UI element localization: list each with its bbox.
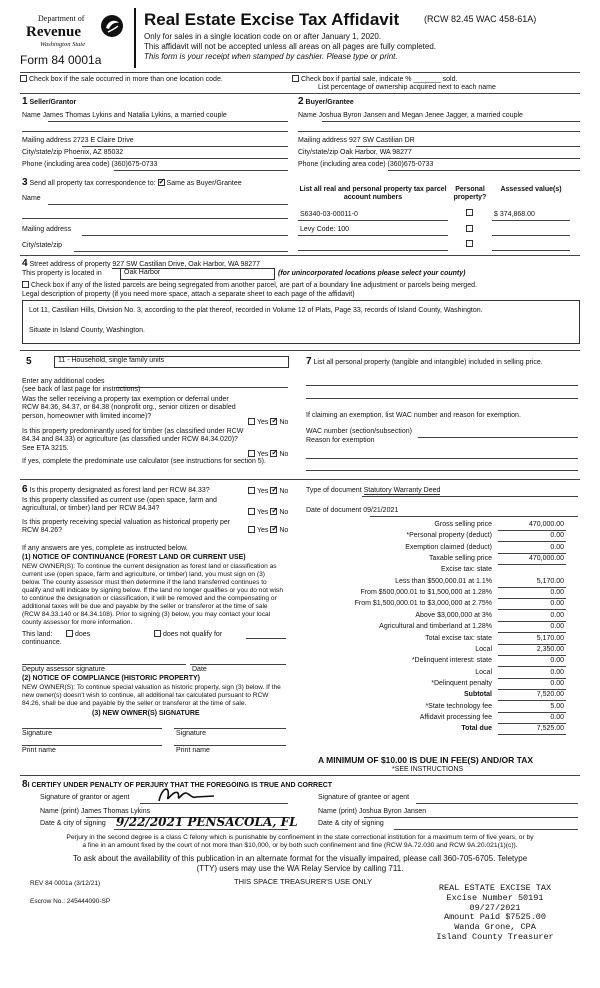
tax-row-underline <box>498 564 566 565</box>
tax-row-label: Above $3,000,000 at 3% <box>415 611 492 619</box>
tax-row-label: Agricultural and timberland at 1.28% <box>379 623 492 631</box>
multi-location-check[interactable] <box>20 75 223 84</box>
q2-yes[interactable] <box>248 450 255 457</box>
unincorporated-note: (for unincorporated locations please select your county) <box>278 270 466 277</box>
grantor-name-row: Name (print) James Thomas Lykins <box>40 808 151 815</box>
new-owner-print-label: Print name <box>22 747 56 754</box>
sec6-q3: Is this property receiving special valuation as historical property per RCW 84.26? <box>22 519 231 535</box>
grantor-name[interactable]: James Thomas Lykins <box>80 808 151 815</box>
seller-heading: 1 Seller/Grantor <box>22 96 77 107</box>
tax-row-label: *State technology fee <box>425 702 492 710</box>
seller-phone[interactable]: (360)675-0733 <box>111 161 158 168</box>
form-title: Real Estate Excise Tax Affidavit <box>144 10 400 29</box>
tax-row-underline <box>498 655 566 656</box>
grantee-name-row: Name (print) Joshua Byron Jansen <box>318 808 427 815</box>
sec6-q2: Is this property classified as current use (open space, farm and agricultural, or timber) land per RCW 84.34? <box>22 497 217 513</box>
sec5-q2-answers: Yes ✓ No <box>248 450 288 459</box>
tax-row-underline <box>498 734 566 735</box>
perjury-text: a fine in an amount fixed by the court of not more than $10,000, or by both such confinement and fine (RCW 9A.72.030 and RCW 9A.20.021(1)(c)). <box>82 842 518 850</box>
tax-row-underline <box>498 700 566 701</box>
buyer-name[interactable]: Joshua Byron Jansen and Megan Jenee Jagger, a married couple <box>318 112 523 119</box>
grantee-name[interactable]: Joshua Byron Jansen <box>358 808 427 815</box>
tax-row-value[interactable]: 470,000.00 <box>528 555 564 563</box>
tax-row-underline <box>498 666 566 667</box>
tax-row-value[interactable]: 0.00 <box>550 679 564 687</box>
sec6-q1-answers: Yes ✓ No <box>248 487 288 496</box>
alt-format-text: (TTY) users may use the WA Relay Service by calling 711. <box>196 863 404 873</box>
tax-row-label: Total excise tax: state <box>425 634 492 642</box>
does-not-option[interactable]: does not qualify for <box>154 630 222 639</box>
tax-row-value[interactable]: 0.00 <box>550 623 564 631</box>
notice2-title: (2) NOTICE OF COMPLIANCE (HISTORIC PROPERTY) <box>22 675 200 682</box>
tax-row-label: Less than $500,000.01 at 1.1% <box>395 577 492 585</box>
tax-row-value[interactable]: 470,000.00 <box>528 521 564 528</box>
partial-sale-check[interactable] <box>292 75 457 84</box>
seller-phone-row: Phone (including area code) (360)675-0733 <box>22 161 158 168</box>
tax-row-label: Gross selling price <box>434 521 492 528</box>
tax-row-label: *Delinquent interest: state <box>411 657 492 665</box>
tax-row-label: Taxable selling price <box>428 555 492 563</box>
treasurer-stamp <box>420 884 570 943</box>
tax-row-value[interactable]: 0.00 <box>550 713 564 721</box>
multi-location-text: Check box if the sale occurred in more than one location code. <box>29 76 223 83</box>
property-address[interactable]: 927 SW Castilian Drive, Oak Harbor, WA 98277 <box>112 261 260 268</box>
tax-row-underline <box>498 723 566 724</box>
header-note: This affidavit will not be accepted unless all areas on all pages are fully completed. <box>144 42 437 51</box>
stamp-line: Excise Number 50191 <box>446 892 544 903</box>
tax-row-underline <box>498 621 566 622</box>
divider <box>20 93 580 94</box>
same-as-buyer-checkbox[interactable] <box>158 179 165 186</box>
grantee-date-label: Date & city of signing <box>318 820 384 827</box>
legal-text: Situate in Island County, Washington. <box>29 327 145 335</box>
revenue-swirl-icon <box>100 14 124 38</box>
new-owner-signature-label: Signature <box>176 730 206 737</box>
seller-mail[interactable]: 2723 E Claire Drive <box>72 137 134 144</box>
tax-row-label: Local <box>475 668 492 676</box>
exemption-label: If claiming an exemption, list WAC number and reason for exemption. <box>306 412 521 419</box>
partial-sale-note: List percentage of ownership acquired next to each name <box>318 84 496 91</box>
deputy-signature-label: Deputy assessor signature <box>22 666 105 673</box>
seller-city[interactable]: Phoenix, AZ 85032 <box>64 149 124 156</box>
notice2-body: NEW OWNER(S): To continue special valuation as historic property, sign (3) below. If the new owner(s) doesn't wish to continue, all additional tax calculated pursuant to RCW 84.26, shall be due and payable by the seller or transferor at the time of sale. <box>22 684 281 708</box>
tax-row-label: Excise tax: state <box>441 566 492 574</box>
doc-date[interactable]: 09/21/2021 <box>363 507 399 514</box>
tax-row-label: Local <box>475 645 492 653</box>
buyer-city-row: City/state/zip Oak Harbor, WA 98277 <box>298 149 412 156</box>
doc-type-row: Type of document Statutory Warranty Deed <box>306 487 441 494</box>
tax-row-underline <box>498 644 566 645</box>
doc-type[interactable]: Statutory Warranty Deed <box>363 487 441 494</box>
grantor-date-label: Date & city of signing <box>40 820 106 827</box>
form-rcw: (RCW 82.45 WAC 458-61A) <box>424 14 537 24</box>
assessed-col-header: Assessed value(s) <box>500 186 562 193</box>
tax-row-value[interactable]: 0.00 <box>550 543 564 551</box>
buyer-mail[interactable]: 927 SW Castilian DR <box>348 137 415 144</box>
treasurer-only-label: THIS SPACE TREASURER'S USE ONLY <box>234 877 373 886</box>
sec3-city-label: City/state/zip <box>22 242 63 249</box>
minimum-due-note: A MINIMUM OF $10.00 IS DUE IN FEE(S) AND/OR TAX <box>318 755 534 765</box>
stamp-line: 09/27/2021 <box>469 902 521 913</box>
q1-no[interactable] <box>270 418 277 425</box>
parcel-col-header: List all real and personal property tax parcel account numbers <box>299 186 447 202</box>
tax-row-underline <box>498 553 566 554</box>
new-owner-print-label: Print name <box>176 747 210 754</box>
divider <box>20 72 580 73</box>
this-land-label: This land: <box>22 631 53 638</box>
state-text: Washington State <box>40 40 86 48</box>
partial-sale-text: Check box if partial sale, indicate % _______ sold. <box>301 76 458 83</box>
legal-label: Legal description of property (if you need more space, attach a separate sheet to each page of the affidavit) <box>22 291 355 298</box>
tax-row-value[interactable]: 7,520.00 <box>536 691 564 699</box>
tax-row-underline <box>498 530 566 531</box>
personal-checkbox[interactable] <box>466 225 473 232</box>
location-select[interactable]: Oak Harbor <box>120 268 275 280</box>
agency-text: Revenue <box>26 23 81 40</box>
tax-row-label: Affidavit processing fee <box>419 713 492 721</box>
sec3-heading: 3 Send all property tax correspondence to: ✓ Same as Buyer/Grantee <box>22 177 242 189</box>
stamp-line: Amount Paid $7525.00 <box>443 912 547 923</box>
buyer-phone-row: Phone (including area code) (360)675-0733 <box>298 161 434 168</box>
sec6-q3-answers: Yes ✓ No <box>248 526 288 535</box>
alt-format-text: To ask about the availability of this publication in an alternate format for the visually impaired, please call 360-705-6705. Teletype <box>72 854 528 863</box>
located-label: This property is located in <box>22 270 102 277</box>
notice1-body: NEW OWNER(S): To continue the current designation as forest land or classification as current use (open space, farm and agriculture, or timber) land, you must sign on (3) below. The county assessor must then determine if the land transferred continues to qualify and will indicate by signing below. If the land no longer qualifies or you do not wish to continue the designation or classification, it will be removed and the compensating or additional taxes will be due and payable by the seller or transferor at the time of sale (RCW 84.33.140 or 84.34.108). Prior to signing (3) below, you may contact your local county assessor for more information. <box>22 563 283 627</box>
tax-row-label: From $1,500,000.01 to $3,000,000 at 2.75% <box>354 600 492 608</box>
tax-row-value[interactable]: 5,170.00 <box>536 634 564 642</box>
tax-row-label: *Delinquent penalty <box>431 679 492 687</box>
buyer-city[interactable]: Oak Harbor, WA 98277 <box>340 149 412 156</box>
tax-row-underline <box>498 541 566 542</box>
tax-row-label: Subtotal <box>464 691 492 699</box>
legal-text: Lot 11, Castilian Hills, Division No. 3, according to the plat thereof, recorded in Volume 12 of Plats, Page 33, records of Island County, Washington. <box>29 307 483 314</box>
additional-codes-label: Enter any additional codes <box>22 378 105 385</box>
seller-mail-row: Mailing address 2723 E Claire Drive <box>22 137 134 144</box>
stamp-line: Wanda Grone, CPA <box>454 922 536 933</box>
segregated-check[interactable]: Check box if any of the listed parcels are being segregated from another parcel, are part of a boundary line adjustment or parcels being merged. <box>22 281 477 290</box>
sec5-num: 5 <box>26 356 32 367</box>
assessed-value[interactable]: $ 374,868.00 <box>494 211 535 218</box>
wac-label: WAC number (section/subsection) <box>306 428 412 435</box>
buyer-heading: 2 Buyer/Grantee <box>298 96 354 107</box>
personal-checkbox[interactable] <box>466 209 473 216</box>
tax-row-label: Exemption claimed (deduct) <box>405 543 492 551</box>
notice1-title: (1) NOTICE OF CONTINUANCE (FOREST LAND OR CURRENT USE) <box>22 554 246 561</box>
sec5-q1: Was the seller receiving a property tax exemption or deferral under RCW 84.36, 84.37, or 84.38 (nonprofit org., senior citizen or disabled person, homeowner with limited income)? <box>22 396 236 420</box>
reason-label: Reason for exemption <box>306 437 375 444</box>
buyer-mail-row: Mailing address 927 SW Castilian DR <box>298 137 415 144</box>
revision-number: REV 84 0001a (3/12/21) <box>30 880 101 887</box>
grantor-signature <box>156 783 218 805</box>
dor-logo <box>26 14 122 48</box>
tax-row-underline <box>498 609 566 610</box>
tax-row-value[interactable]: 0.00 <box>550 589 564 597</box>
tax-row-underline <box>498 598 566 599</box>
levy-code[interactable]: Levy Code: 100 <box>300 226 350 233</box>
sec6-q1: 6 Is this property designated as forest land per RCW 84.33? <box>22 484 210 495</box>
alt-format-notice <box>0 854 600 873</box>
dept-text: Department of <box>38 14 85 23</box>
grantor-date-city[interactable]: 9/22/2021 PENSACOLA, FL <box>116 815 298 829</box>
seller-name[interactable]: James Thomas Lykins and Natalia Lykins, a married couple <box>42 112 227 119</box>
legal-description-box[interactable] <box>22 300 580 344</box>
q2-no[interactable] <box>270 450 277 457</box>
sec7-heading: 7 List all personal property (tangible and intangible) included in selling price. <box>306 356 543 367</box>
land-use-code[interactable]: 11 - Household, single family units <box>54 356 289 368</box>
perjury-text: Perjury in the second degree is a class C felony which is punishable by confinement in the state correctional institution for a maximum term of five years, or by <box>66 834 534 841</box>
seller-city-row: City/state/zip Phoenix, AZ 85032 <box>22 149 124 156</box>
tax-row-label: Total due <box>461 725 492 733</box>
sec8-heading: 8I CERTIFY UNDER PENALTY OF PERJURY THAT THE FOREGOING IS TRUE AND CORRECT <box>22 779 333 790</box>
if-any-note: If any answers are yes, complete as instructed below. <box>22 545 188 552</box>
header-notes <box>144 32 436 62</box>
tax-row-value[interactable]: 0.00 <box>550 532 564 540</box>
tax-row-value[interactable]: 2,350.00 <box>536 645 564 653</box>
tax-row-underline <box>498 712 566 713</box>
sec3-name-label: Name <box>22 195 41 202</box>
stamp-line: Island County Treasurer <box>436 931 554 942</box>
grantee-sig-label: Signature of grantee or agent <box>318 794 410 801</box>
sec5-q1-answers: Yes ✓ No <box>248 418 288 427</box>
stamp-line: REAL ESTATE EXCISE TAX <box>438 883 552 893</box>
sec6-q2-answers: Yes ✓ No <box>248 508 288 517</box>
notice3-title: (3) NEW OWNER(S) SIGNATURE <box>92 710 200 717</box>
seller-name-row: Name James Thomas Lykins and Natalia Lykins, a married couple <box>22 112 227 119</box>
tax-row-label: From $500,000.01 to $1,500,000 at 1.28% <box>360 589 492 597</box>
deputy-date-label: Date <box>192 666 207 673</box>
personal-checkbox[interactable] <box>466 240 473 247</box>
q1-yes[interactable] <box>248 418 255 425</box>
parcel-number[interactable]: S6340-03-00011-0 <box>300 211 358 218</box>
new-owner-signature-label: Signature <box>22 730 52 737</box>
tax-row-label: *Personal property (deduct) <box>406 532 492 540</box>
header-divider <box>134 8 136 68</box>
sec5-q2b: If yes, complete the predominate use calculator (see instructions for section 5). <box>22 458 266 465</box>
tax-row-value[interactable]: 5.00 <box>550 702 564 710</box>
perjury-notice <box>0 834 600 850</box>
tax-row-value[interactable]: 7,525.00 <box>536 725 564 733</box>
escrow-number: Escrow No.: 245444090-SP <box>30 898 111 905</box>
doc-date-row: Date of document 09/21/2021 <box>306 507 399 514</box>
continuance-label: continuance. <box>22 639 62 646</box>
tax-row-value[interactable]: 0.00 <box>550 668 564 676</box>
sec4-heading: 4 Street address of property 927 SW Castilian Drive, Oak Harbor, WA 98277 <box>22 258 260 269</box>
tax-row-underline <box>498 678 566 679</box>
see-instructions: *SEE INSTRUCTIONS <box>392 766 464 773</box>
form-number: Form 84 0001a <box>20 53 102 67</box>
tax-row-underline <box>498 689 566 690</box>
see-back-note: (see back of last page for instructions) <box>22 386 141 393</box>
tax-row-underline <box>498 587 566 588</box>
tax-row-value[interactable]: 0.00 <box>550 600 564 608</box>
tax-row-value[interactable]: 0.00 <box>550 611 564 619</box>
sec3-mail-label: Mailing address <box>22 226 72 233</box>
tax-row-value[interactable]: 5,170.00 <box>536 577 564 585</box>
tax-row-value[interactable]: 0.00 <box>550 657 564 665</box>
header-note: Only for sales in a single location code on or after January 1, 2020. <box>144 32 382 41</box>
does-option[interactable]: does <box>66 630 90 639</box>
tax-row-underline <box>498 632 566 633</box>
buyer-name-row: Name Joshua Byron Jansen and Megan Jenee Jagger, a married couple <box>298 112 523 119</box>
header-note: This form is your receipt when stamped by cashier. Please type or print. <box>144 52 398 61</box>
personal-col-header: Personal property? <box>453 186 487 202</box>
sec5-q2: Is this property predominantly used for timber (as classified under RCW 84.34 and 84.33) or agriculture (as classified under RCW 84.34.020)? See ETA 3215. <box>22 428 244 452</box>
buyer-phone[interactable]: (360)675-0733 <box>387 161 434 168</box>
grantor-sig-label: Signature of grantor or agent <box>40 794 130 801</box>
